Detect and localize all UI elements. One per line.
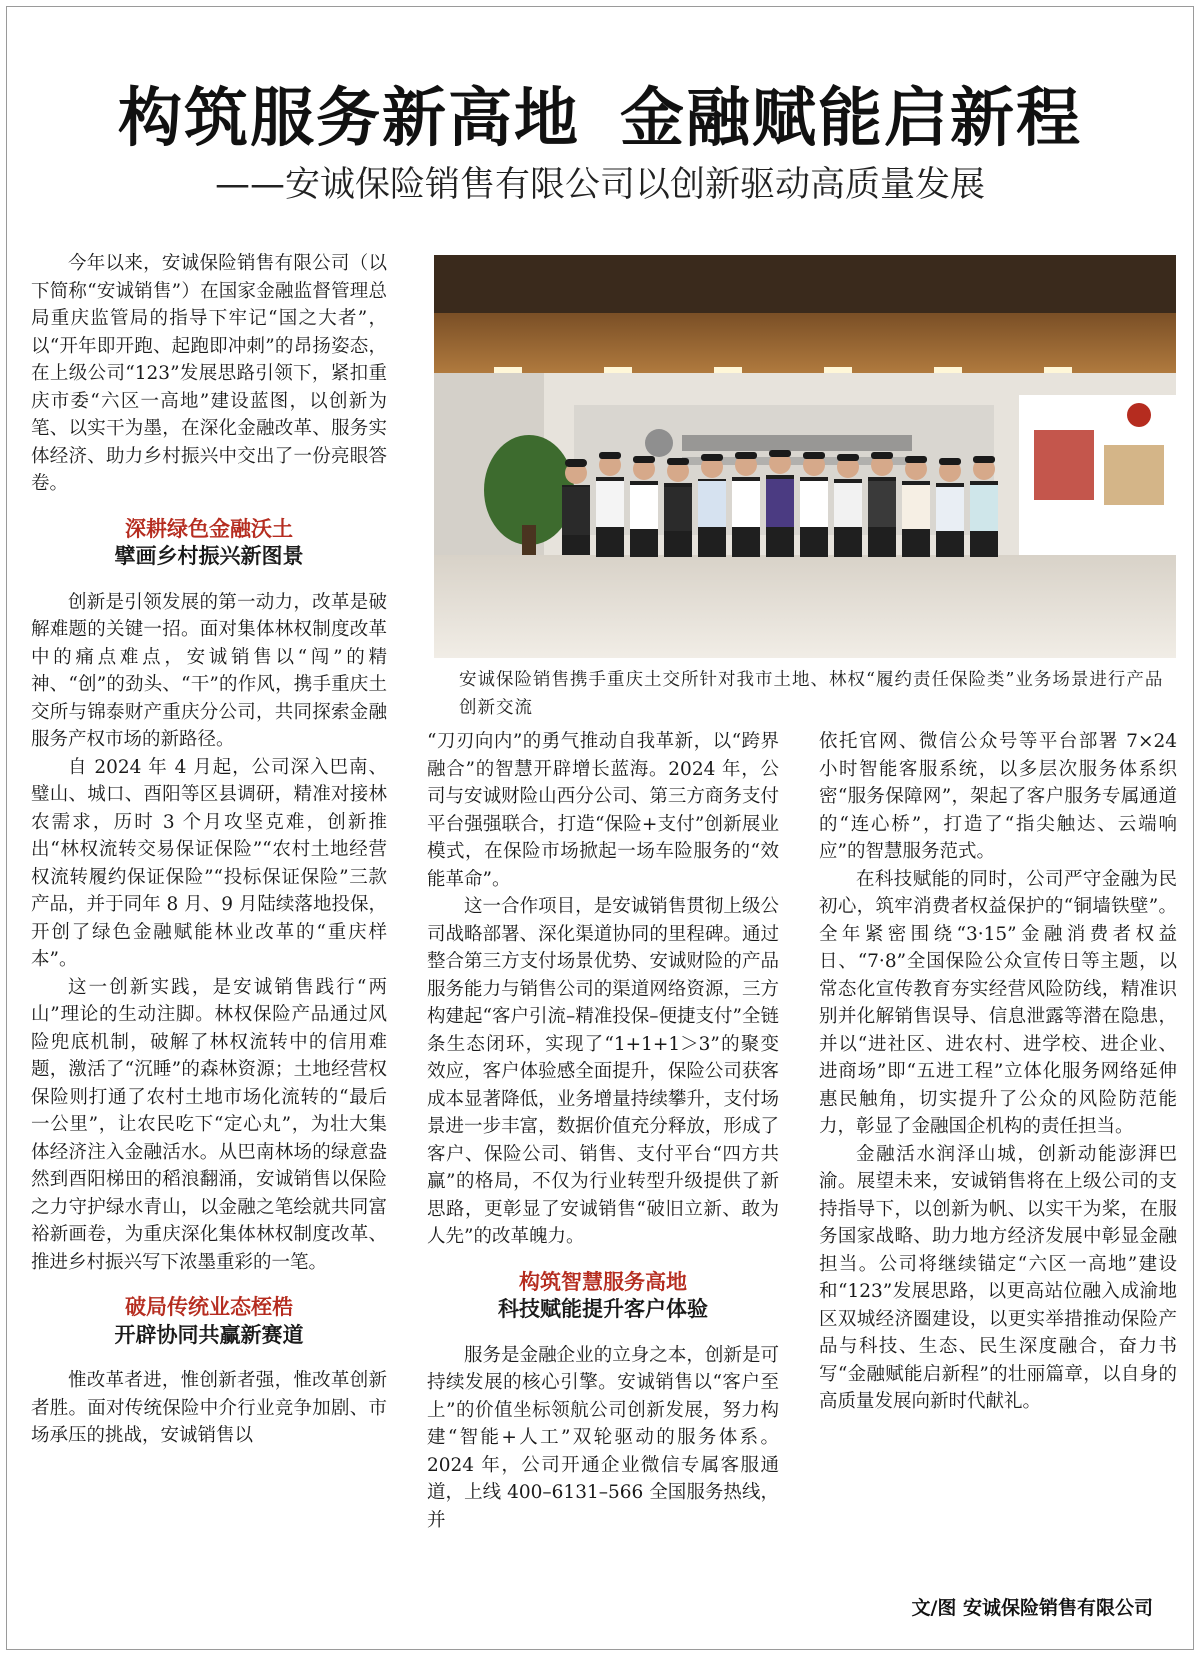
paragraph: 服务是金融企业的立身之本，创新是可持续发展的核心引擎。安诚销售以“客户至上”的价值坐标领航公司创新发展，努力构建“智能+人工”双轮驱动的服务体系。2024 年，公司开通企业微信专属客服通道，上线 400–6131–566 全国服务热线，并	[427, 1344, 779, 1531]
intro-paragraph: 今年以来，安诚保险销售有限公司（以下简称“安诚销售”）在国家金融监督管理总局重庆监管局的指导下牢记“国之大者”，以“开年即开跑、起跑即冲刺”的昂扬姿态，在上级公司“123”发展思路引领下，紧扣重庆市委“六区一高地”建设蓝图，以创新为笔、以实干为墨，在深化金融改革、服务实体经济、助力乡村振兴中交出了一份亮眼答卷。	[31, 253, 387, 494]
paragraph: “刀刃向内”的勇气推动自我革新，以“跨界融合”的智慧开辟增长蓝海。2024 年，公司与安诚财险山西分公司、第三方商务支付平台强强联合，打造“保险+支付”创新展业模式，在保险市场掀起一场车险服务的“效能革命”。	[427, 731, 779, 890]
section-heading-black: 擘画乡村振兴新图景	[114, 544, 304, 568]
headline-part2: 金融赋能启新程	[620, 82, 1082, 156]
newspaper-page	[6, 6, 1194, 1650]
section-heading-red: 深耕绿色金融沃土	[125, 516, 293, 541]
paragraph: 这一合作项目，是安诚销售贯彻上级公司战略部署、深化渠道协同的里程碑。通过整合第三方支付场景优势、安诚财险的产品服务能力与销售公司的渠道网络资源，三方构建起“客户引流–精准投保–便捷支付”全链条生态闭环，实现了“1+1+1＞3”的聚变效应，客户体验感全面提升，保险公司获客成本显著降低，业务增量持续攀升，支付场景进一步丰富，数据价值充分释放，形成了客户、保险公司、销售、支付平台“四方共赢”的格局，不仅为行业转型升级提供了新思路，更彰显了安诚销售“破旧立新、敢为人先”的改革魄力。	[427, 896, 779, 1247]
byline: 文/图 安诚保险销售有限公司	[911, 1597, 1153, 1619]
paragraph: 依托官网、微信公众号等平台部署 7×24 小时智能客服系统，以多层次服务体系织密“服务保障网”，架起了客户服务专属通道的“连心桥”，打造了“指尖触达、云端响应”的智慧服务范式。	[819, 731, 1177, 862]
photo-caption: 安诚保险销售携手重庆土交所针对我市土地、林权“履约责任保险类”业务场景进行产品创新交流	[459, 670, 1164, 718]
paragraph: 自 2024 年 4 月起，公司深入巴南、璧山、城口、酉阳等区县调研，精准对接林农需求，历时 3 个月攻坚克难，创新推出“林权流转交易保证保险”“农村土地经营权流转履约保证保险”“投标保证保险”三款产品，并于同年 8 月、9 月陆续落地投保，开创了绿色金融赋能林业改革的“重庆样本”。	[31, 756, 387, 970]
headline-part1: 构筑服务新高地	[118, 82, 580, 156]
subtitle: ——安诚保险销售有限公司以创新驱动高质量发展	[214, 165, 985, 205]
paragraph: 在科技赋能的同时，公司严守金融为民初心，筑牢消费者权益保护的“铜墙铁壁”。全年紧密围绕“3·15”金融消费者权益日、“7·8”全国保险公众宣传日等主题，以常态化宣传教育夯实经营风险防线，精准识别并化解销售误导、信息泄露等潜在隐患，并以“进社区、进农村、进学校、进企业、进商场”即“五进工程”立体化服务网络延伸惠民触角，切实提升了公众的风险防范能力，彰显了金融国企机构的责任担当。	[819, 868, 1177, 1137]
article-column-3	[819, 728, 1177, 1416]
article-column-2	[427, 728, 779, 1534]
group-photo-illustration	[434, 255, 1176, 658]
paragraph: 创新是引领发展的第一动力，改革是破解难题的关键一招。面对集体林权制度改革中的痛点难点，安诚销售以“闯”的精神、“创”的劲头、“干”的作风，携手重庆土交所与锦泰财产重庆分公司，共同探索金融服务产权市场的新路径。	[31, 591, 387, 750]
section-heading-red: 构筑智慧服务高地	[519, 1269, 687, 1294]
paragraph: 惟改革者进，惟创新者强，惟改革创新者胜。面对传统保险中介行业竞争加剧、市场承压的挑战，安诚销售以	[31, 1370, 387, 1446]
article-column-1	[31, 250, 387, 1450]
section-heading-black: 开辟协同共赢新赛道	[114, 1322, 304, 1347]
paragraph: 这一创新实践，是安诚销售践行“两山”理论的生动注脚。林权保险产品通过风险兜底机制，破解了林权流转中的信用难题，激活了“沉睡”的森林资源；土地经营权保险则打通了农村土地市场化流转的“最后一公里”，让农民吃下“定心丸”，为壮大集体经济注入金融活水。从巴南林场的绿意盎然到酉阳梯田的稻浪翻涌，安诚销售以保险之力守护绿水青山，以金融之笔绘就共同富裕新画卷，为重庆深化集体林权制度改革、推进乡村振兴写下浓墨重彩的一笔。	[31, 976, 387, 1273]
group-photo	[434, 255, 1176, 658]
headline	[7, 67, 1193, 159]
section-heading-red: 破局传统业态桎梏	[125, 1295, 293, 1319]
section-heading-black: 科技赋能提升客户体验	[498, 1297, 708, 1321]
paragraph: 金融活水润泽山城，创新动能澎湃巴渝。展望未来，安诚销售将在上级公司的支持指导下，以创新为帆、以实干为桨，在服务国家战略、助力地方经济发展中彰显金融担当。公司将继续锚定“六区一高地”建设和“123”发展思路，以更高站位融入成渝地区双城经济圈建设，以更实举措推动保险产品与科技、生态、民生深度融合，奋力书写“金融赋能启新程”的壮丽篇章，以自身的高质量发展向新时代献礼。	[819, 1143, 1177, 1412]
